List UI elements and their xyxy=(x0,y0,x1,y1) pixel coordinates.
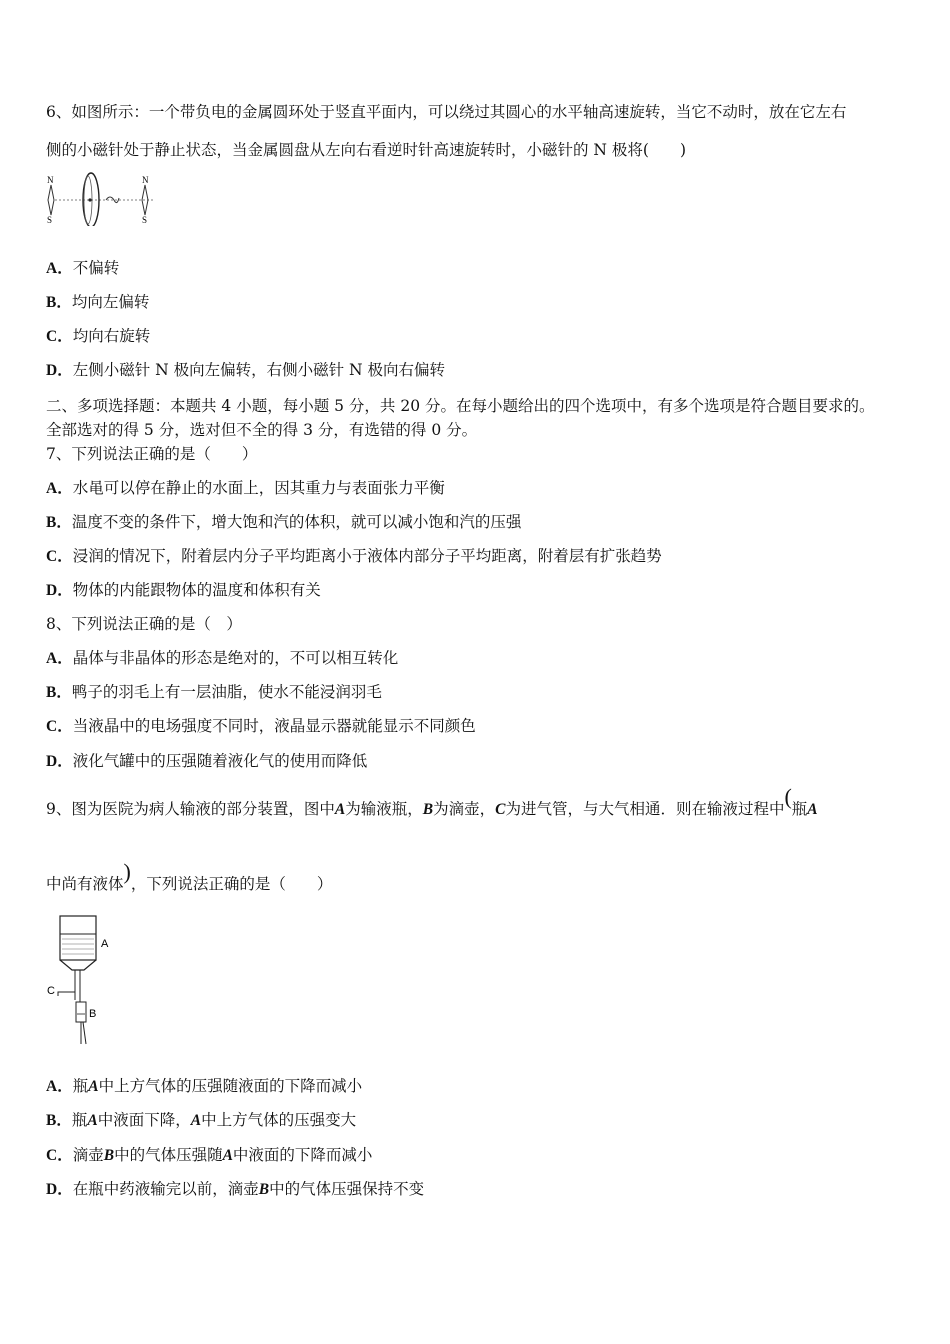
q9-stem-line2: 中尚有液体)，下列说法正确的是（ ） xyxy=(46,859,333,893)
q6-figure-rotating-ring xyxy=(44,170,164,226)
q7-stem: 7、下列说法正确的是（ ） xyxy=(46,445,258,463)
left-needle-s-label: S xyxy=(47,215,53,225)
q9-figure-infusion-device xyxy=(44,912,124,1052)
bottle-a xyxy=(60,916,96,960)
q9-option-b[interactable]: B．瓶A中液面下降，A中上方气体的压强变大 xyxy=(46,1111,357,1129)
q8-option-d[interactable]: D．液化气罐中的压强随着液化气的使用而降低 xyxy=(46,752,368,770)
q9-stem-line1: 9、图为医院为病人输液的部分装置，图中A为输液瓶，B为滴壶，C为进气管，与大气相通．则在输液过程中(瓶A xyxy=(46,784,818,818)
q6-option-a[interactable]: A．不偏转 xyxy=(46,259,120,277)
q9-option-d[interactable]: D．在瓶中药液输完以前，滴壶B中的气体压强保持不变 xyxy=(46,1180,425,1198)
q6-option-c[interactable]: C．均向右旋转 xyxy=(46,327,151,345)
q6-option-d[interactable]: D．左侧小磁针 N 极向左偏转，右侧小磁针 N 极向右偏转 xyxy=(46,361,446,379)
label-b: B xyxy=(89,1008,97,1020)
label-a: A xyxy=(101,938,109,950)
q7-option-c[interactable]: C．浸润的情况下，附着层内分子平均距离小于液体内部分子平均距离，附着层有扩张趋势 xyxy=(46,547,662,565)
q6-stem-line2: 侧的小磁针处于静止状态，当金属圆盘从左向右看逆时针高速旋转时，小磁针的 N 极将( ) xyxy=(46,141,687,159)
q9-option-c[interactable]: C．滴壶B中的气体压强随A中液面的下降而减小 xyxy=(46,1146,373,1164)
right-needle-s-label: S xyxy=(142,215,148,225)
section2-instruction-line1: 二、多项选择题：本题共 4 小题，每小题 5 分，共 20 分。在每小题给出的四个选项中，有多个选项是符合题目要求的。 xyxy=(46,397,875,415)
ring-center xyxy=(88,198,91,201)
right-needle-n-label: N xyxy=(142,175,149,185)
q8-option-c[interactable]: C．当液晶中的电场强度不同时，液晶显示器就能显示不同颜色 xyxy=(46,717,476,735)
q9-option-a[interactable]: A．瓶A中上方气体的压强随液面的下降而减小 xyxy=(46,1077,363,1095)
label-c: C xyxy=(47,985,55,997)
q7-option-b[interactable]: B．温度不变的条件下，增大饱和汽的体积，就可以减小饱和汽的压强 xyxy=(46,513,522,531)
q8-option-b[interactable]: B．鸭子的羽毛上有一层油脂，使水不能浸润羽毛 xyxy=(46,683,382,701)
left-magnetic-needle xyxy=(48,185,54,215)
q7-option-d[interactable]: D．物体的内能跟物体的温度和体积有关 xyxy=(46,581,321,599)
drip-chamber-b xyxy=(76,1002,86,1022)
q6-option-b[interactable]: B．均向左偏转 xyxy=(46,293,150,311)
q7-option-a[interactable]: A．水黾可以停在静止的水面上，因其重力与表面张力平衡 xyxy=(46,479,445,497)
q6-stem-line1: 6、如图所示：一个带负电的金属圆环处于竖直平面内，可以绕过其圆心的水平轴高速旋转，当它不动时，放在它左右 xyxy=(46,103,847,121)
q8-stem: 8、下列说法正确的是（ ） xyxy=(46,615,242,633)
q8-option-a[interactable]: A．晶体与非晶体的形态是绝对的，不可以相互转化 xyxy=(46,649,399,667)
left-needle-n-label: N xyxy=(47,175,54,185)
section2-instruction-line2: 全部选对的得 5 分，选对但不全的得 3 分，有选错的得 0 分。 xyxy=(46,421,478,439)
